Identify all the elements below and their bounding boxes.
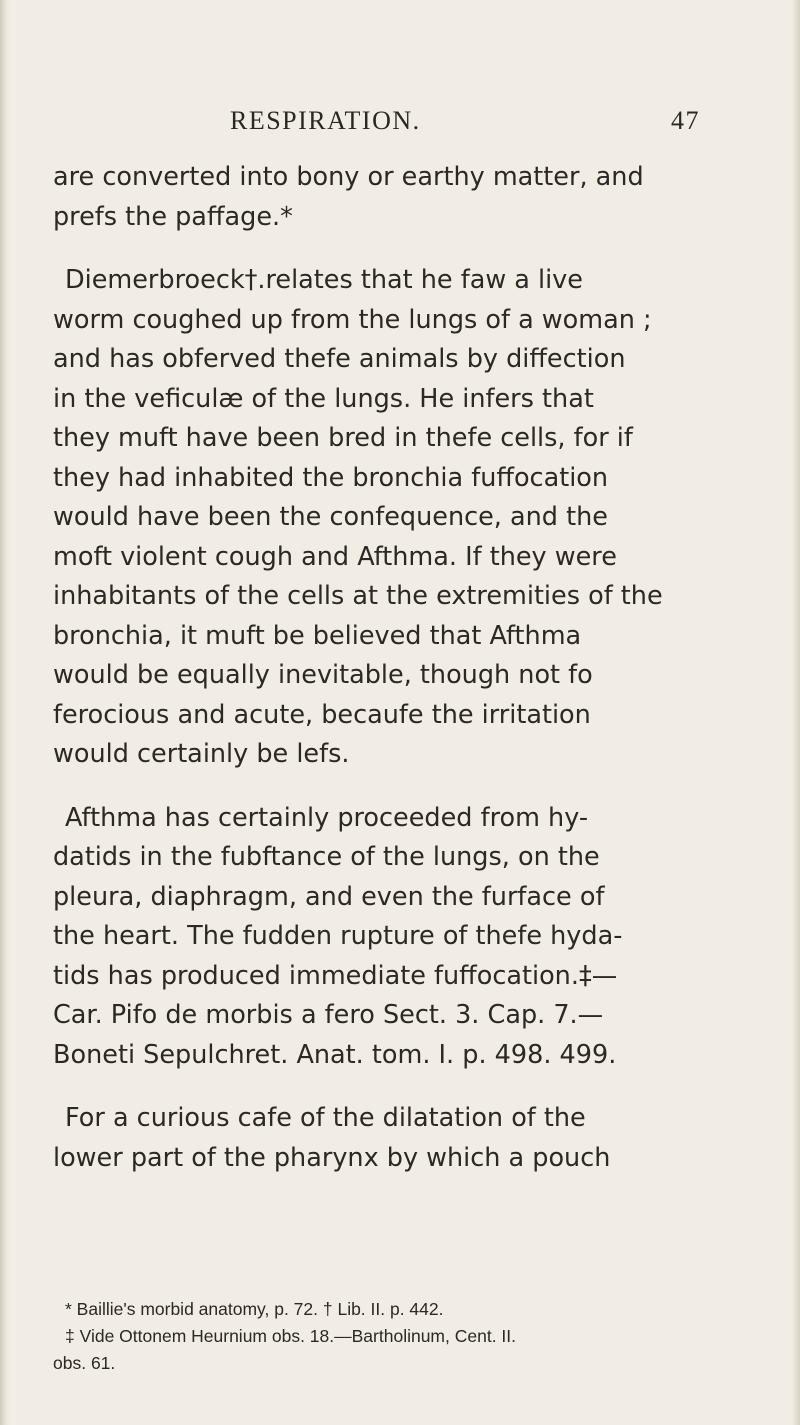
text-line: lower part of the pharynx by which a pouch [53,1142,611,1173]
text-line: inhabitants of the cells at the extremities of the [53,581,663,611]
text-line: Diemerbroeck†.relates that he faw a live [65,265,583,295]
text-line: are converted into bony or earthy matter, and [53,162,644,192]
page-right-edge [792,0,800,1425]
text-line: Car. Pifo de morbis a fero Sect. 3. Cap. 7.— [53,1000,604,1030]
text-line: bronchia, it muft be believed that Afthma [53,620,582,651]
text-line: Boneti Sepulchret. Anat. tom. I. p. 498. 499. [53,1039,617,1070]
text-line: would have been the confequence, and the [53,502,608,532]
text-line: worm coughed up from the lungs of a woman ; [53,304,652,335]
text-line: datids in the fubftance of the lungs, on the [53,842,600,872]
running-title: RESPIRATION. [230,106,421,135]
text-line: would certainly be lefs. [53,739,350,769]
text-line: they muft have been bred in thefe cells, for if [53,423,633,453]
text-line: they had inhabited the bronchia fuffocation [53,462,609,493]
text-line: tids has produced immediate fuffocation.‡— [53,960,618,991]
page-number: 47 [671,106,700,135]
page-binding-edge [0,0,10,1425]
text-line: would be equally inevitable, though not fo [53,660,593,690]
body-text [53,158,743,1178]
footnotes [53,1296,743,1377]
text-line: For a curious cafe of the dilatation of the [65,1103,586,1133]
footnote-line: obs. 61. [53,1353,116,1373]
text-line: moft violent cough and Afthma. If they were [53,541,617,572]
text-line: Afthma has certainly proceeded from hy- [65,802,589,833]
text-line: prefs the paffage.* [53,201,293,232]
footnote-line: * Baillie's morbid anatomy, p. 72. † Lib. II. p. 442. [65,1299,444,1319]
footnote-line: ‡ Vide Ottonem Heurnium obs. 18.—Bartholinum, Cent. II. [65,1326,517,1346]
text-line: pleura, diaphragm, and even the furface of [53,881,605,912]
text-line: in the veficulæ of the lungs. He infers that [53,383,594,414]
text-line: and has obferved thefe animals by diffection [53,344,626,374]
text-line: the heart. The fudden rupture of thefe hyda- [53,921,623,951]
text-line: ferocious and acute, becaufe the irritation [53,699,591,730]
